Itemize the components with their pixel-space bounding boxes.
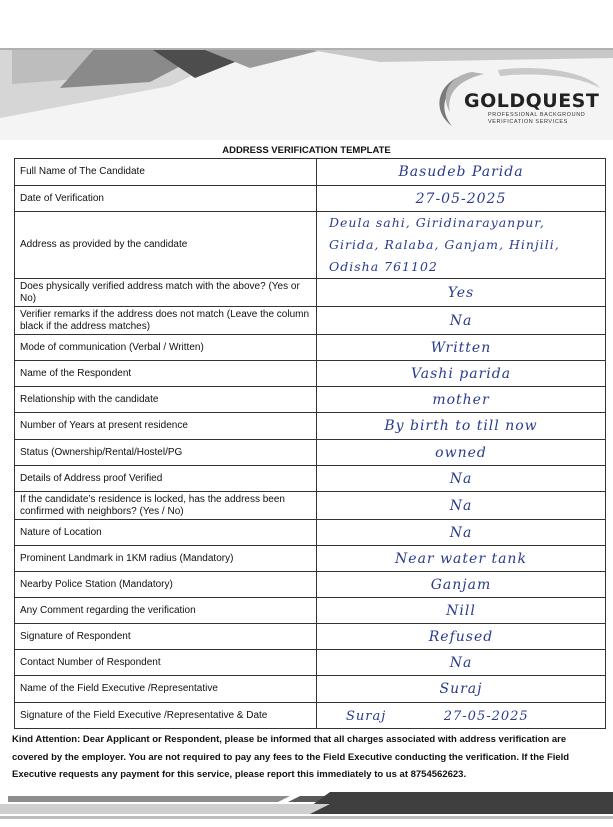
row-label: Name of the Field Executive /Representative — [15, 676, 317, 703]
table-row — [15, 279, 606, 307]
row-label: Nature of Location — [15, 520, 317, 546]
table-row — [15, 159, 606, 186]
row-label: Name of the Respondent — [15, 361, 317, 387]
row-value: Nill — [317, 598, 606, 624]
table-row — [15, 520, 606, 546]
table-row — [15, 440, 606, 466]
address-line: Odisha 761102 — [329, 259, 438, 274]
row-label: Contact Number of Respondent — [15, 650, 317, 676]
row-label: Address as provided by the candidate — [15, 212, 317, 279]
row-value: Na — [317, 492, 606, 520]
row-value: Ganjam — [317, 572, 606, 598]
row-value: Yes — [317, 279, 606, 307]
row-value: Basudeb Parida — [317, 159, 606, 186]
row-label: Mode of communication (Verbal / Written) — [15, 335, 317, 361]
table-row — [15, 676, 606, 703]
table-row — [15, 598, 606, 624]
row-value: 27-05-2025 — [317, 186, 606, 212]
row-label: Does physically verified address match with the above? (Yes or No) — [15, 279, 317, 307]
signature-date: 27-05-2025 — [443, 708, 529, 724]
logo-tagline-1: PROFESSIONAL BACKGROUND — [488, 112, 586, 118]
row-value: Near water tank — [317, 546, 606, 572]
notice-lead: Kind Attention: — [12, 734, 81, 745]
table-row — [15, 703, 606, 729]
row-label: Relationship with the candidate — [15, 387, 317, 413]
address-line: Deula sahi, Giridinarayanpur, — [329, 215, 545, 230]
row-label: Any Comment regarding the verification — [15, 598, 317, 624]
table-row — [15, 624, 606, 650]
row-value: mother — [317, 387, 606, 413]
row-value: Suraj — [317, 676, 606, 703]
row-value: owned — [317, 440, 606, 466]
payment-notice — [12, 731, 604, 784]
signature-date-value — [317, 703, 606, 729]
table-row — [15, 650, 606, 676]
row-label: Signature of the Field Executive /Representative & Date — [15, 703, 317, 729]
row-label: If the candidate’s residence is locked, has the address been confirmed with neighbors? (Yes / No) — [15, 492, 317, 520]
row-value: By birth to till now — [317, 413, 606, 440]
footer-band — [0, 790, 613, 827]
table-row — [15, 387, 606, 413]
executive-signature: Suraj — [346, 708, 387, 724]
table-row — [15, 572, 606, 598]
row-label: Verifier remarks if the address does not match (Leave the column black if the address matches) — [15, 307, 317, 335]
goldquest-logo — [428, 66, 608, 136]
table-row — [15, 492, 606, 520]
row-value: Na — [317, 520, 606, 546]
row-label: Full Name of The Candidate — [15, 159, 317, 186]
row-label: Prominent Landmark in 1KM radius (Mandatory) — [15, 546, 317, 572]
row-value: Vashi parida — [317, 361, 606, 387]
notice-text: Dear Applicant or Respondent, please be informed that all charges associated with address verification are covered by the employer. You are not required to pay any fees to the Field Executive conducting the verification. If the Field Executive requests any payment for this service, please report this immediately to us at 8754562623. — [12, 734, 570, 780]
row-label: Details of Address proof Verified — [15, 466, 317, 492]
row-value: Written — [317, 335, 606, 361]
row-label: Status (Ownership/Rental/Hostel/PG — [15, 440, 317, 466]
row-value: Na — [317, 466, 606, 492]
row-value: Na — [317, 307, 606, 335]
row-value: Refused — [317, 624, 606, 650]
table-row — [15, 546, 606, 572]
logo-wordmark: GOLDQUEST — [464, 90, 600, 112]
row-label: Signature of Respondent — [15, 624, 317, 650]
row-label: Date of Verification — [15, 186, 317, 212]
page-title: ADDRESS VERIFICATION TEMPLATE — [222, 145, 391, 156]
address-value — [317, 212, 606, 279]
table-row — [15, 186, 606, 212]
table-row — [15, 307, 606, 335]
verification-table — [14, 158, 606, 729]
table-row — [15, 361, 606, 387]
row-value: Na — [317, 650, 606, 676]
logo-tagline-2: VERIFICATION SERVICES — [488, 119, 568, 125]
table-row — [15, 413, 606, 440]
table-row — [15, 212, 606, 279]
row-label: Number of Years at present residence — [15, 413, 317, 440]
table-row — [15, 466, 606, 492]
address-line: Girida, Ralaba, Ganjam, Hinjili, — [329, 237, 560, 252]
row-label: Nearby Police Station (Mandatory) — [15, 572, 317, 598]
table-row — [15, 335, 606, 361]
